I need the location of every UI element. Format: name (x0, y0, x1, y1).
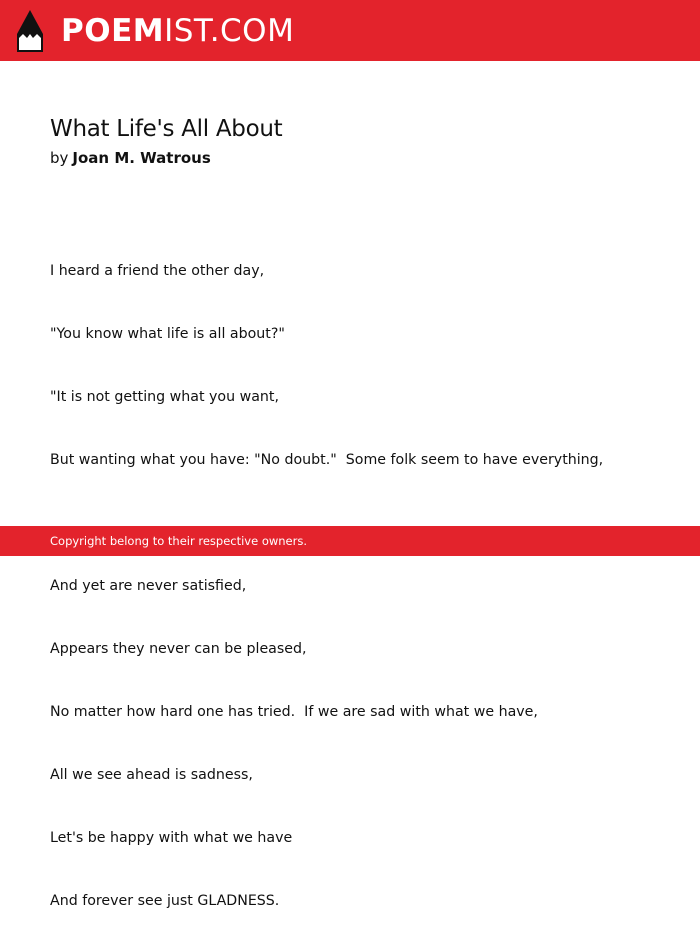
site-header (0, 0, 700, 61)
pencil-icon[interactable] (17, 10, 43, 52)
copyright-text: Copyright belong to their respective owners. (50, 534, 308, 548)
poem-line: "It is not getting what you want, (50, 389, 279, 405)
poem-body (50, 219, 670, 933)
brand-light: IST.COM (164, 13, 295, 49)
site-logo-text[interactable] (61, 11, 294, 51)
poem-line: All we see ahead is sadness, (50, 767, 253, 783)
by-label: by (50, 149, 69, 167)
poem-line: And forever see just GLADNESS. (50, 893, 280, 909)
poem-line: But wanting what you have: "No doubt." Some folk seem to have everything, (50, 452, 604, 468)
brand-strong: POEM (61, 13, 165, 49)
byline (50, 149, 211, 167)
poem-line: Let's be happy with what we have (50, 830, 293, 846)
author-name: Joan M. Watrous (72, 149, 211, 167)
poem-line: I heard a friend the other day, (50, 263, 265, 279)
poem-line: "You know what life is all about?" (50, 326, 285, 342)
poem-line: And yet are never satisfied, (50, 578, 247, 594)
poem-line: Appears they never can be pleased, (50, 641, 307, 657)
poem-line: No matter how hard one has tried. If we are sad with what we have, (50, 704, 538, 720)
site-footer (0, 526, 700, 556)
poem-title: What Life's All About (50, 116, 283, 142)
